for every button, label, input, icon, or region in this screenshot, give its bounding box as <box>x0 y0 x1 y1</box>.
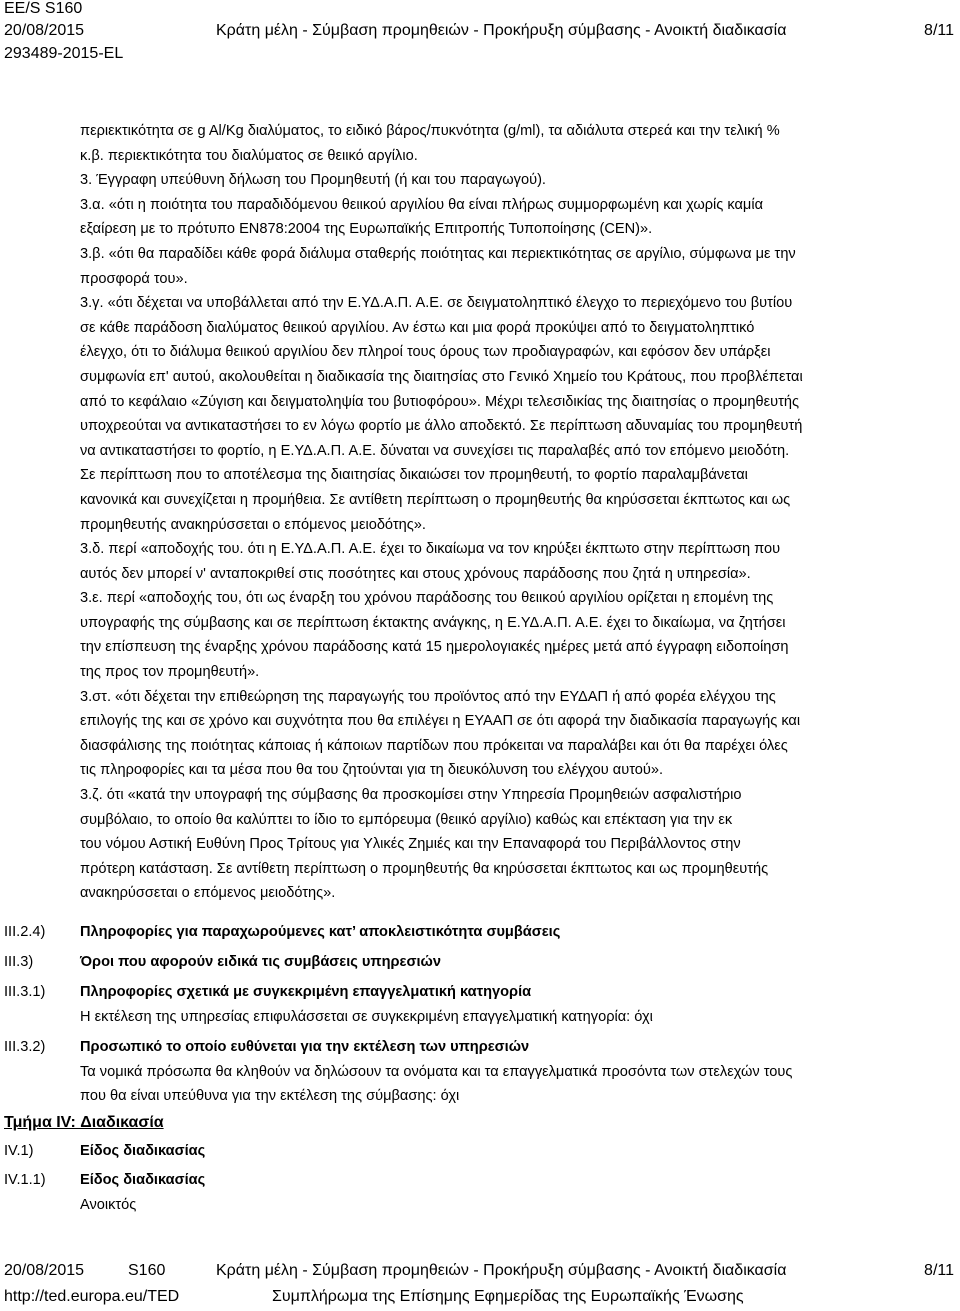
notice-number: 293489-2015-EL <box>4 45 124 62</box>
section-title: Προσωπικό το οποίο ευθύνεται για την εκτέλεση των υπηρεσιών <box>80 1039 530 1055</box>
section-text: Τα νομικά πρόσωπα θα κληθούν να δηλώσουν τα ονόματα και τα επαγγελματικά προσόντα των στελεχών τους <box>80 1063 793 1080</box>
body-line: συμβόλαιο, το οποίο θα καλύπτει το ίδιο το εμπόρευμα (θειικό αργίλιο) καθώς και επέκταση για την εκ <box>80 811 733 828</box>
body-line: 3.στ. «ότι δέχεται την επιθεώρηση της παραγωγής του προϊόντος από την ΕΥΔΑΠ ή από φορέα ελέγχου της <box>80 688 776 705</box>
header-date: 20/08/2015 <box>4 22 85 39</box>
section-text: Ανοικτός <box>80 1196 137 1213</box>
section-number: III.3) <box>4 954 34 970</box>
body-line: 3.ε. περί «αποδοχής του, ότι ως έναρξη του χρόνου παράδοσης του θειικού αργιλίου ορίζεται η επομένη της <box>80 590 774 607</box>
body-line: 3.δ. περί «αποδοχής του. ότι η Ε.ΥΔ.Α.Π. Α.Ε. έχει το δικαίωμα να τον κηρύξει έκπτωτο στην περίπτωση που <box>80 541 781 558</box>
part-iv-heading: Τμήμα IV: Διαδικασία <box>4 1114 164 1131</box>
section-title: Είδος διαδικασίας <box>80 1143 206 1159</box>
footer-form: S160 <box>128 1262 166 1279</box>
body-line: κανονικά και συνεχίζεται η προμήθεια. Σε αντίθετη περίπτωση ο προμηθευτής θα κηρύσσεται έκπτωτος και ως <box>80 491 791 508</box>
footer-title: Κράτη μέλη - Σύμβαση προμηθειών - Προκήρυξη σύμβασης - Ανοικτή διαδικασία <box>216 1262 787 1279</box>
section-text: Η εκτέλεση της υπηρεσίας επιφυλάσσεται σε συγκεκριμένη επαγγελματική κατηγορία: όχι <box>80 1008 653 1025</box>
body-line: αυτός δεν μπορεί ν' ανταποκριθεί στις ποσότητες και στους χρόνους παράδοσης που ζητά η υπηρεσία». <box>80 565 751 582</box>
body-line: συμφωνία επ' αυτού, ακολουθείται η διαδικασία της διαιτησίας στο Γενικό Χημείο του Κράτους, που προβλέπεται <box>80 368 803 385</box>
section-number: III.3.2) <box>4 1039 46 1055</box>
section-title: Πληροφορίες για παραχωρούμενες κατ’ αποκλειστικότητα συμβάσεις <box>80 924 561 940</box>
body-line: 3.β. «ότι θα παραδίδει κάθε φορά διάλυμα σταθερής ποιότητας και περιεκτικότητας σε αργίλιο, σύμφωνα με την <box>80 245 796 262</box>
page-footer <box>0 1262 960 1311</box>
body-line: να αντικαταστήσει το φορτίο, η Ε.ΥΔ.Α.Π. Α.Ε. δύναται να συνεχίσει τις παραλαβές από τον επόμενο μειοδότη. <box>80 442 790 459</box>
body-line: τις πληροφορίες και τα μέσα που θα του ζητούνται για τη διευκόλυνση του ελέγχου αυτού». <box>80 762 664 779</box>
body-line: του νόμου Αστική Ευθύνη Προς Τρίτους για Υλικές Ζημιές και την Επαναφορά του Περιβάλλοντος στην <box>80 836 741 853</box>
header-title: Κράτη μέλη - Σύμβαση προμηθειών - Προκήρυξη σύμβασης - Ανοικτή διαδικασία <box>216 22 787 39</box>
body-line: 3.α. «ότι η ποιότητα του παραδιδόμενου θειικού αργιλίου θα είναι πλήρως συμμορφωμένη και χωρίς καμία <box>80 196 764 213</box>
body-line: προμηθευτής ανακηρύσσεται ο επόμενος μειοδότης». <box>80 516 426 533</box>
body-text <box>80 119 955 906</box>
body-line: από το κεφάλαιο «Ζύγιση και δειγματοληψία του βυτιοφόρου». Μέχρι τελεσιδικίας της διαιτησίας ο προμηθευτής <box>80 393 800 410</box>
body-line: κ.β. περιεκτικότητα του διαλύματος σε θειικό αργίλιο. <box>80 147 418 164</box>
section-number: III.3.1) <box>4 984 46 1000</box>
section-text: που θα είναι υπεύθυνα για την εκτέλεση της σύμβασης: όχι <box>80 1088 460 1105</box>
body-line: την επίσπευση της έναρξης χρόνου παράδοσης κατά 15 ημερολογιακές ημέρες μετά από έγγραφη ειδοποίηση <box>80 639 789 656</box>
body-line: της προς τον προμηθευτή». <box>80 664 260 681</box>
page-header <box>0 0 960 72</box>
section-title: Είδος διαδικασίας <box>80 1172 206 1188</box>
body-line: έλεγχο, ότι το διάλυμα θειικού αργιλίου δεν πληροί τους όρους των προδιαγραφών, και εφόσον δεν υπάρξει <box>80 344 771 361</box>
body-line: 3. Έγγραφη υπεύθυνη δήλωση του Προμηθευτή (ή και του παραγωγού). <box>80 172 546 189</box>
section-title: Πληροφορίες σχετικά με συγκεκριμένη επαγγελματική κατηγορία <box>80 984 532 1000</box>
body-line: ανακηρύσσεται ο επόμενος μειοδότης». <box>80 885 336 902</box>
header-page-number: 8/11 <box>924 22 954 39</box>
section-number: IV.1.1) <box>4 1172 46 1188</box>
body-line: προσφορά του». <box>80 270 188 287</box>
body-line: σε κάθε παράδοση διαλύματος θειικού αργιλίου. Αν έστω και μια φορά προκύψει από το δειγματοληπτικό <box>80 319 755 336</box>
body-line: 3.γ. «ότι δέχεται να υποβάλλεται από την Ε.ΥΔ.Α.Π. Α.Ε. σε δειγματοληπτικό έλεγχο το περιεχόμενο του βυτίου <box>80 295 793 312</box>
footer-date: 20/08/2015 <box>4 1262 85 1279</box>
body-line: εξαίρεση με το πρότυπο EN878:2004 της Ευρωπαϊκής Επιτροπής Τυποποίησης (CEN)». <box>80 221 653 238</box>
footer-supplement: Συμπλήρωμα της Επίσημης Εφημερίδας της Ευρωπαϊκής Ένωσης <box>272 1288 744 1305</box>
body-line: υπογραφής της σύμβασης και σε περίπτωση έκτακτης ανάγκης, η Ε.ΥΔ.Α.Π. Α.Ε. έχει το δικαίωμα, να ζητήσει <box>80 614 786 631</box>
body-line: διασφάλισης της ποιότητας κάποιας ή κάποιων παρτίδων που πρόκειται να παραλάβει και ότι θα παρέχει όλες <box>80 737 788 754</box>
body-line: πρότερη κατάσταση. Σε αντίθετη περίπτωση ο προμηθευτής θα κηρύσσεται έκπτωτος και ως προμηθευτής <box>80 860 769 877</box>
section-title: Όροι που αφορούν ειδικά τις συμβάσεις υπηρεσιών <box>80 954 441 970</box>
body-line: υποχρεούται να αντικαταστήσει το εν λόγω φορτίο με άλλο αποδεκτό. Σε περίπτωση αδυναμίας του προμηθευτή <box>80 418 803 435</box>
body-line: Σε περίπτωση που το αποτέλεσμα της διαιτησίας δικαιώσει τον προμηθευτή, το φορτίο παραλαμβάνεται <box>80 467 748 484</box>
body-line: περιεκτικότητα σε g Al/Kg διαλύματος, το ειδικό βάρος/πυκνότητα (g/ml), τα αδιάλυτα στερεά και την τελική % <box>80 123 780 139</box>
body-line: 3.ζ. ότι «κατά την υπογραφή της σύμβασης θα προσκομίσει στην Υπηρεσία Προμηθειών ασφαλιστήριο <box>80 787 742 804</box>
section-number: III.2.4) <box>4 924 46 940</box>
body-line: επιλογής της και σε χρόνο και συχνότητα που θα επιλέγει η ΕΥΑΑΠ σε ότι αφορά την διαδικασία παραγωγής και <box>80 713 801 730</box>
section-number: IV.1) <box>4 1143 34 1159</box>
footer-url[interactable]: http://ted.europa.eu/TED <box>4 1288 180 1305</box>
footer-page-number: 8/11 <box>924 1262 954 1279</box>
doc-id: EE/S S160 <box>4 0 83 17</box>
